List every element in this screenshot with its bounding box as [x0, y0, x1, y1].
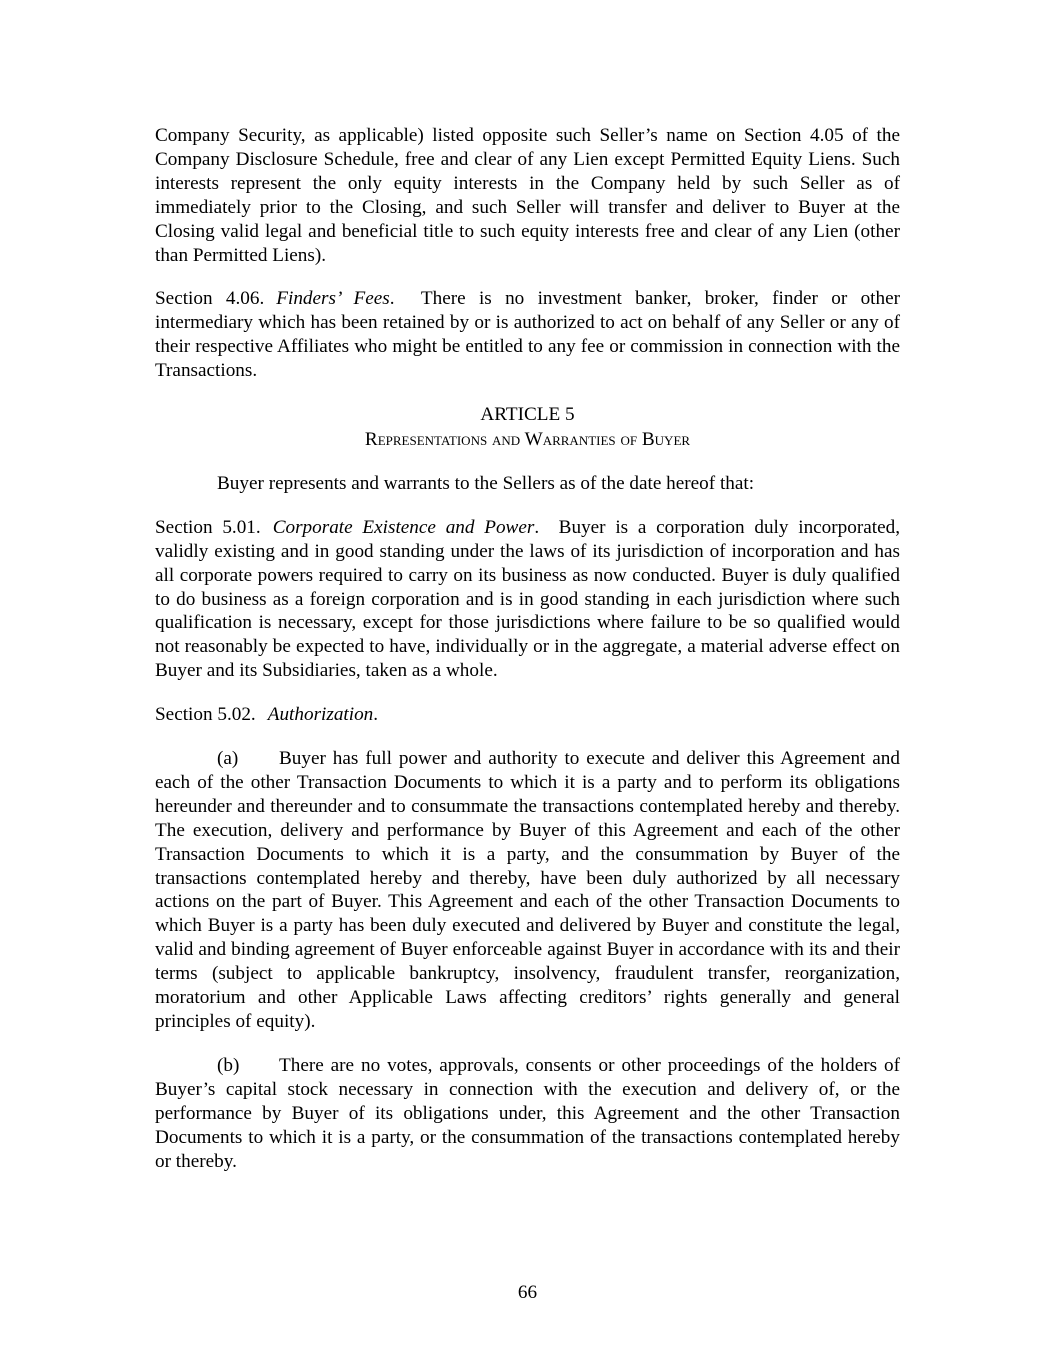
section-5-01: Section 5.01. Corporate Existence and Power. Buyer is a corporation duly incorporated, validly existing and in good standing under the laws of its jurisdiction of incorporation and has all corporate powers required to carry on its business as now conducted. Buyer is duly qualified to do business as a foreign corporation and is in good standing in each jurisdiction where such qualification is necessary, except for those jurisdictions where failure to be so qualified would not reasonably be expected to have, individually or in the aggregate, a material adverse effect on Buyer and its Subsidiaries, taken as a whole.: [155, 516, 901, 682]
section-5-01-body: Buyer is a corporation duly incorporated, validly existing and in good standing under the laws of its jurisdiction of incorporation and has all corporate powers required to carry on its business as now conducted. Buyer is duly qualified to do business as a foreign corporation and is in good standing in each jurisdiction where such qualification is necessary, except for those jurisdictions where failure to be so qualified would not reasonably be expected to have, individually or in the aggregate, a material adverse effect on Buyer and its Subsidiaries, taken as a whole.: [155, 516, 901, 682]
clause-a-label: (a): [217, 748, 239, 770]
section-5-02: Section 5.02. Authorization.: [155, 704, 379, 726]
document-page: [155, 124, 900, 1193]
clause-b-body: There are no votes, approvals, consents or other proceedings of the holders of Buyer’s capital stock necessary in connection with the execution and delivery of, or the performance by Buyer of its obligations under, this Agreement and the other Transaction Documents to which it is a party, or the consummation of the transactions contemplated hereby or thereby.: [155, 1054, 900, 1172]
section-4-06-number: Section 4.06.: [155, 288, 265, 310]
section-5-02-a: [155, 747, 900, 1034]
section-5-02-b: [155, 1054, 900, 1174]
section-5-02-number: Section 5.02.: [155, 704, 256, 726]
section-4-06-heading: Finders’ Fees: [276, 288, 390, 310]
article-number: ARTICLE 5: [480, 404, 575, 426]
section-5-01-number: Section 5.01.: [155, 516, 261, 538]
section-4-06: Section 4.06. Finders’ Fees. There is no investment banker, broker, finder or other intermediary which has been retained by or is authorized to act on behalf of any Seller or any of their respective Affiliates who might be entitled to any fee or commission in connection with the Transactions.: [155, 288, 901, 382]
clause-b-label: (b): [217, 1054, 240, 1076]
page-number: 66: [517, 1282, 538, 1303]
section-5-02-heading: Authorization: [267, 704, 374, 726]
article-title: Representations and Warranties of Buyer: [364, 428, 691, 450]
clause-a-body: Buyer has full power and authority to execute and deliver this Agreement and each of the other Transaction Documents to which it is a party and to perform its obligations hereunder and thereunder and to consummate the transactions contemplated hereby and thereby. The execution, delivery and performance by Buyer of this Agreement and each of the other Transaction Documents to which it is a party, and the consummation by Buyer of the transactions contemplated hereby and thereby, have been duly authorized by all necessary actions on the part of Buyer. This Agreement and each of the other Transaction Documents to which Buyer is a party has been duly executed and delivered by Buyer and constitute the legal, valid and binding agreement of Buyer enforceable against Buyer in accordance with its and their terms (subject to applicable bankruptcy, insolvency, fraudulent transfer, reorganization, moratorium and other Applicable Laws affecting creditors’ rights generally and general principles of equity).: [155, 748, 900, 1032]
continuation-paragraph: Company Security, as applicable) listed opposite such Seller’s name on Section 4.05 of the Company Disclosure Schedule, free and clear of any Lien except Permitted Equity Liens. Such interests represent the only equity interests in the Company held by such Seller as of immediately prior to the Closing, and such Seller will transfer and deliver to Buyer at the Closing valid legal and beneficial title to such equity interests free and clear of any Lien (other than Permitted Liens).: [155, 125, 900, 266]
intro-paragraph: Buyer represents and warrants to the Sellers as of the date hereof that:: [217, 472, 755, 494]
section-4-06-body: There is no investment banker, broker, finder or other intermediary which has been retained by or is authorized to act on behalf of any Seller or any of their respective Affiliates who might be entitled to any fee or commission in connection with the Transactions.: [155, 288, 901, 382]
section-5-01-heading: Corporate Existence and Power: [272, 516, 535, 538]
